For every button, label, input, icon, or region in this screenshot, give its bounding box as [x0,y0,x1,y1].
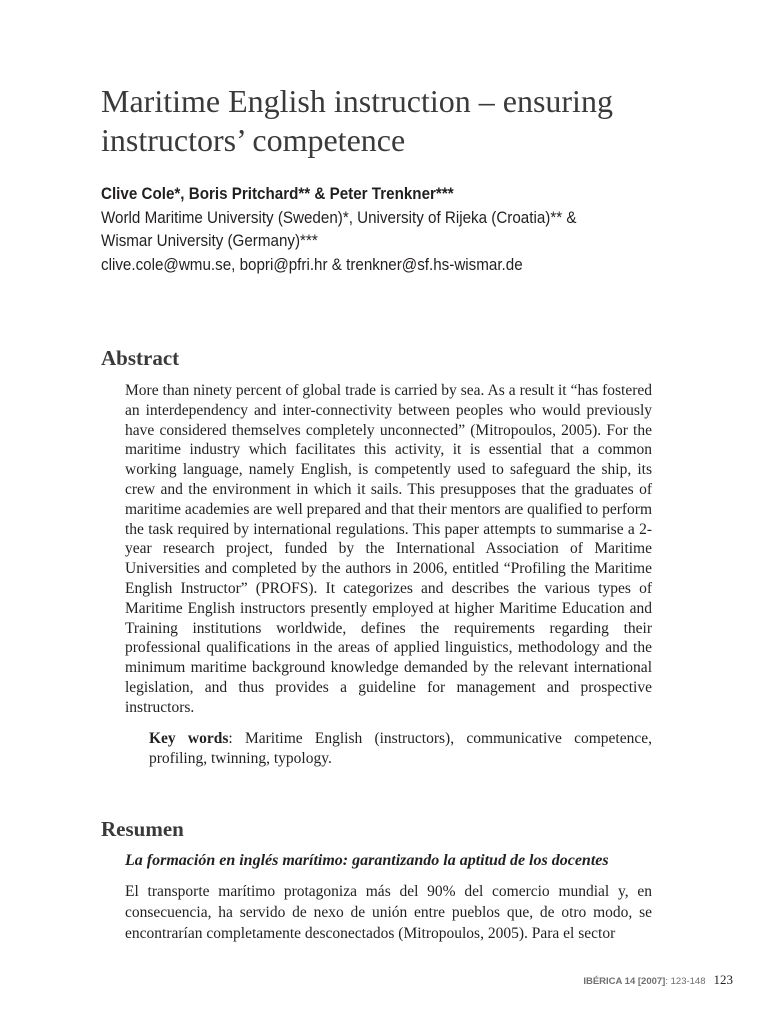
journal-citation [583,976,705,987]
keywords-paragraph [149,729,652,769]
affiliation-line-1: World Maritime University (Sweden)*, University of Rijeka (Croatia)** & [101,208,577,227]
resumen-body: El transporte marítimo protagoniza más del 90% del comercio mundial y, en consecuencia, ha servido de nexo de unión entre pueblos que, de otro modo, se encontrarían completamente desconectados (Mitropoulos, 2005). Para el sector [125,883,652,942]
page-footer [583,972,733,988]
resumen-title: La formación en inglés marítimo: garantizando la aptitud de los docentes [125,852,609,869]
paper-title-line-2: instructors’ competence [101,122,406,158]
paper-title-line-1: Maritime English instruction – ensuring [101,83,613,119]
keywords-text: : Maritime English (instructors), communicative competence, profiling, twinning, typology. [149,730,652,767]
journal-pages: : 123-148 [665,976,706,987]
author-block [101,183,608,277]
affiliation-line-2: Wismar University (Germany)*** [101,232,318,250]
author-names: Clive Cole*, Boris Pritchard** & Peter Trenkner*** [101,185,454,203]
page-number: 123 [713,972,733,987]
abstract-heading: Abstract [101,346,180,370]
paper-title [101,82,701,160]
keywords-label: Key words [149,730,229,747]
author-emails: clive.cole@wmu.se, bopri@pfri.hr & trenkner@sf.hs-wismar.de [101,255,523,274]
abstract-body: More than ninety percent of global trade is carried by sea. As a result it “has fostered an interdependency and inter-connectivity between peoples who would previously have considered themselves completely unconnected” (Mitropoulos, 2005). For the maritime industry which facilitates this activity, it is essential that a common working language, namely English, is competently used to safeguard the ship, its crew and the environment in which it sails. This presupposes that the graduates of maritime academies are well prepared and that their mentors are qualified to perform the task required by international regulations. This paper attempts to summarise a 2-year research project, funded by the International Association of Maritime Universities and completed by the authors in 2006, entitled “Profiling the Maritime English Instructor” (PROFS). It categorizes and describes the various types of Maritime English instructors presently employed at higher Maritime Education and Training institutions worldwide, defines the requirements regarding their professional qualifications in the areas of applied linguistics, methodology and the minimum maritime background knowledge demanded by the relevant international legislation, and thus provides a guideline for management and prospective instructors. [125,382,652,716]
resumen-heading: Resumen [101,817,184,841]
journal-name: IBÉRICA 14 [2007] [583,976,666,987]
